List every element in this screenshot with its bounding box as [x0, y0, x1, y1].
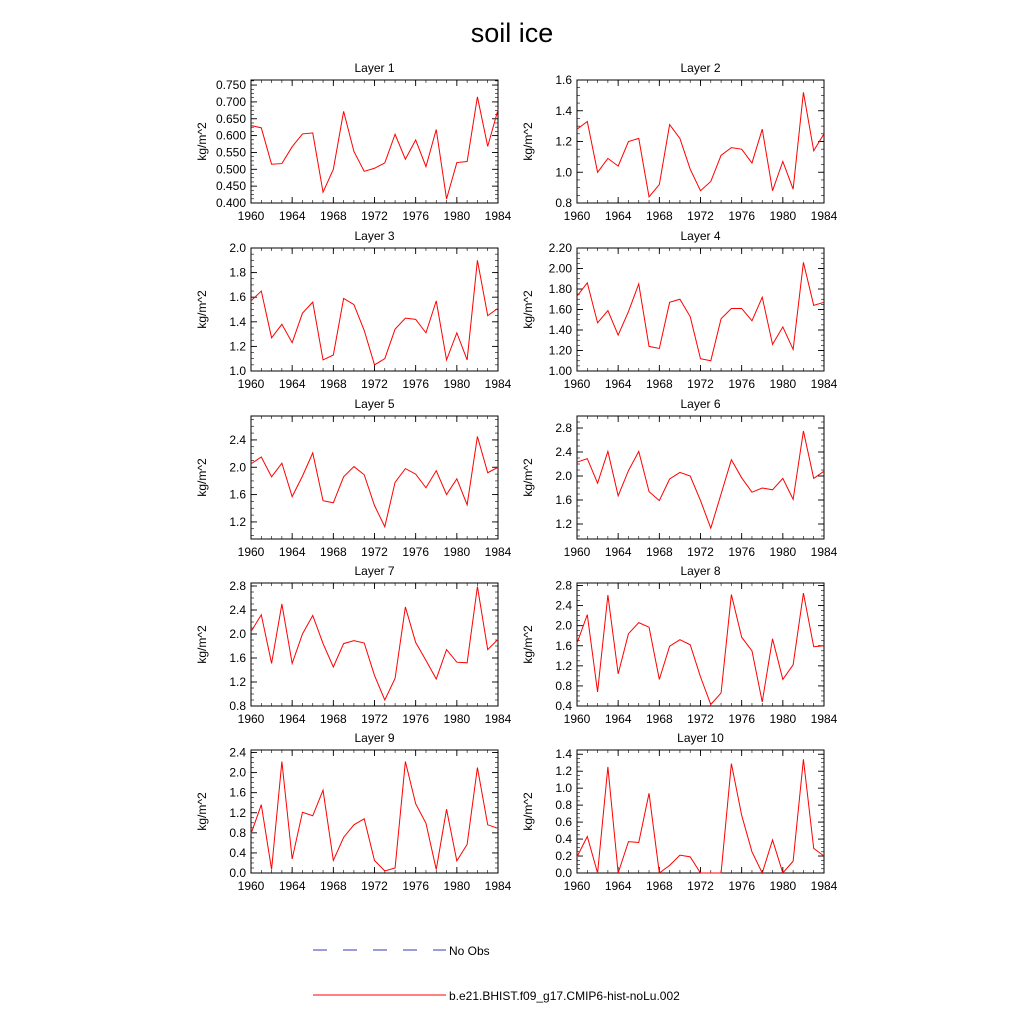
x-tick-label: 1968	[645, 545, 673, 559]
y-tick-label: 2.20	[548, 241, 572, 255]
y-tick-label: 0.500	[215, 162, 246, 177]
y-tick-label: 2.0	[229, 241, 246, 255]
x-tick-label: 1960	[237, 209, 265, 223]
panel-1	[195, 61, 512, 223]
y-tick-label: 0.400	[215, 196, 246, 210]
series-line	[577, 593, 824, 704]
x-tick-label: 1984	[810, 879, 838, 893]
y-tick-label: 2.0	[555, 618, 572, 633]
y-tick-label: 0.4	[555, 832, 572, 847]
y-tick-label: 1.2	[229, 514, 246, 529]
series-line	[251, 587, 498, 700]
x-tick-label: 1976	[402, 377, 430, 391]
y-axis-label: kg/m^2	[195, 290, 209, 329]
panel-4	[521, 229, 838, 391]
x-tick-label: 1964	[278, 545, 306, 559]
y-tick-label: 0.8	[555, 678, 572, 693]
x-tick-label: 1976	[728, 879, 756, 893]
panel-title: Layer 3	[354, 229, 395, 243]
x-tick-label: 1972	[687, 545, 714, 559]
y-tick-label: 0.4	[229, 845, 246, 860]
y-tick-label: 1.6	[229, 487, 246, 502]
x-tick-label: 1960	[563, 879, 591, 893]
y-tick-label: 1.4	[555, 103, 572, 118]
x-tick-label: 1976	[728, 712, 756, 726]
series-line	[577, 431, 824, 528]
panel-title: Layer 8	[680, 564, 721, 578]
y-axis-label: kg/m^2	[195, 458, 209, 497]
y-tick-label: 1.2	[555, 764, 572, 779]
x-tick-label: 1972	[361, 879, 388, 893]
legend	[313, 944, 680, 1003]
x-tick-label: 1984	[810, 545, 838, 559]
y-tick-label: 1.2	[229, 805, 246, 820]
y-tick-label: 2.4	[555, 445, 572, 459]
y-tick-label: 1.6	[229, 290, 246, 305]
panel-title: Layer 1	[354, 61, 395, 75]
panel-5	[195, 397, 512, 559]
x-tick-label: 1964	[278, 712, 306, 726]
y-tick-label: 1.4	[555, 747, 572, 762]
x-tick-label: 1964	[604, 377, 632, 391]
x-tick-label: 1972	[361, 712, 388, 726]
plot-frame	[251, 416, 498, 539]
x-tick-label: 1976	[402, 209, 430, 223]
x-tick-label: 1984	[810, 377, 838, 391]
y-tick-label: 1.60	[548, 302, 572, 317]
y-tick-label: 2.8	[555, 421, 572, 435]
x-tick-label: 1964	[278, 377, 306, 391]
x-tick-label: 1972	[361, 377, 388, 391]
y-tick-label: 0.8	[555, 798, 572, 813]
y-tick-label: 2.0	[229, 460, 246, 475]
x-tick-label: 1960	[563, 712, 591, 726]
x-tick-label: 1980	[769, 712, 797, 726]
y-tick-label: 2.4	[229, 745, 246, 760]
y-tick-label: 2.4	[229, 603, 246, 617]
x-tick-label: 1972	[361, 209, 388, 223]
y-tick-label: 0.4	[555, 699, 572, 713]
x-tick-label: 1980	[443, 545, 471, 559]
series-line	[577, 262, 824, 360]
y-tick-label: 0.0	[229, 866, 246, 880]
x-tick-label: 1964	[604, 712, 632, 726]
x-tick-label: 1976	[728, 377, 756, 391]
x-tick-label: 1980	[769, 879, 797, 893]
y-tick-label: 0.750	[215, 78, 246, 93]
x-tick-label: 1968	[645, 209, 673, 223]
y-tick-label: 1.40	[548, 323, 572, 337]
y-tick-label: 2.00	[548, 261, 572, 276]
plot-frame	[577, 750, 824, 873]
x-tick-label: 1980	[443, 712, 471, 726]
series-line	[251, 437, 498, 527]
panel-title: Layer 5	[354, 397, 395, 411]
y-axis-label: kg/m^2	[521, 458, 535, 497]
x-tick-label: 1968	[645, 712, 673, 726]
y-tick-label: 0.8	[555, 196, 572, 210]
x-tick-label: 1984	[484, 545, 512, 559]
x-tick-label: 1968	[319, 209, 347, 223]
figure-title: soil ice	[470, 18, 554, 48]
x-tick-label: 1984	[810, 712, 838, 726]
y-axis-label: kg/m^2	[521, 122, 535, 161]
plot-frame	[577, 80, 824, 203]
x-tick-label: 1968	[645, 377, 673, 391]
y-tick-label: 1.6	[555, 638, 572, 653]
x-tick-label: 1984	[810, 209, 838, 223]
panel-7	[195, 564, 512, 726]
y-tick-label: 2.0	[229, 765, 246, 780]
x-tick-label: 1968	[319, 377, 347, 391]
x-tick-label: 1976	[402, 545, 430, 559]
x-tick-label: 1972	[687, 209, 714, 223]
x-tick-label: 1976	[728, 209, 756, 223]
x-tick-label: 1984	[484, 712, 512, 726]
y-axis-label: kg/m^2	[195, 625, 209, 664]
panel-title: Layer 7	[354, 564, 395, 578]
x-tick-label: 1964	[604, 879, 632, 893]
y-tick-label: 0.700	[215, 94, 246, 109]
panels-container	[195, 61, 838, 893]
x-tick-label: 1968	[319, 545, 347, 559]
y-tick-label: 2.4	[555, 598, 572, 613]
x-tick-label: 1968	[645, 879, 673, 893]
x-tick-label: 1980	[443, 377, 471, 391]
series-line	[251, 260, 498, 365]
x-tick-label: 1976	[728, 545, 756, 559]
series-line	[577, 92, 824, 197]
panel-3	[195, 229, 512, 391]
y-axis-label: kg/m^2	[521, 625, 535, 664]
x-tick-label: 1960	[237, 545, 265, 559]
y-axis-label: kg/m^2	[195, 792, 209, 831]
y-tick-label: 2.0	[229, 627, 246, 641]
y-tick-label: 1.6	[229, 785, 246, 800]
y-tick-label: 0.2	[555, 849, 572, 864]
plot-frame	[251, 80, 498, 203]
x-tick-label: 1980	[443, 209, 471, 223]
x-tick-label: 1964	[278, 209, 306, 223]
x-tick-label: 1980	[443, 879, 471, 893]
legend-label-model-run: b.e21.BHIST.f09_g17.CMIP6-hist-noLu.002	[449, 989, 680, 1003]
series-line	[251, 97, 498, 199]
y-tick-label: 1.0	[229, 364, 246, 378]
y-tick-label: 1.4	[229, 314, 246, 329]
y-tick-label: 2.4	[229, 432, 246, 447]
x-tick-label: 1972	[687, 879, 714, 893]
panel-title: Layer 2	[680, 61, 721, 75]
y-tick-label: 1.0	[555, 781, 572, 796]
x-tick-label: 1960	[237, 377, 265, 391]
y-tick-label: 0.600	[215, 128, 246, 143]
y-axis-label: kg/m^2	[195, 122, 209, 161]
y-tick-label: 1.6	[555, 73, 572, 87]
panel-title: Layer 6	[680, 397, 721, 411]
y-tick-label: 0.0	[555, 866, 572, 880]
y-tick-label: 0.8	[229, 699, 246, 713]
y-tick-label: 0.650	[215, 111, 246, 126]
y-tick-label: 0.550	[215, 145, 246, 160]
panel-10	[521, 731, 838, 893]
y-tick-label: 2.8	[555, 578, 572, 593]
x-tick-label: 1980	[769, 209, 797, 223]
y-tick-label: 1.2	[229, 339, 246, 354]
y-tick-label: 0.8	[229, 825, 246, 840]
x-tick-label: 1960	[563, 545, 591, 559]
y-tick-label: 1.2	[555, 658, 572, 673]
x-tick-label: 1960	[563, 209, 591, 223]
y-tick-label: 1.8	[229, 265, 246, 280]
y-tick-label: 1.2	[229, 675, 246, 689]
x-tick-label: 1960	[563, 377, 591, 391]
x-tick-label: 1976	[402, 879, 430, 893]
y-tick-label: 2.0	[555, 469, 572, 483]
x-tick-label: 1964	[278, 879, 306, 893]
panel-2	[521, 61, 838, 223]
y-tick-label: 0.6	[555, 815, 572, 830]
y-tick-label: 0.450	[215, 179, 246, 194]
y-axis-label: kg/m^2	[521, 290, 535, 329]
x-tick-label: 1972	[687, 712, 714, 726]
x-tick-label: 1980	[769, 377, 797, 391]
plot-frame	[251, 583, 498, 706]
x-tick-label: 1960	[237, 879, 265, 893]
plot-frame	[251, 248, 498, 371]
plot-frame	[577, 248, 824, 371]
x-tick-label: 1968	[319, 879, 347, 893]
y-tick-label: 1.20	[548, 343, 572, 358]
x-tick-label: 1976	[402, 712, 430, 726]
panel-title: Layer 9	[354, 731, 395, 745]
x-tick-label: 1984	[484, 377, 512, 391]
y-tick-label: 1.2	[555, 517, 572, 531]
y-tick-label: 1.80	[548, 282, 572, 296]
y-tick-label: 1.6	[555, 493, 572, 507]
x-tick-label: 1984	[484, 879, 512, 893]
panel-8	[521, 564, 838, 726]
series-line	[577, 759, 824, 873]
y-tick-label: 1.2	[555, 134, 572, 149]
panel-9	[195, 731, 512, 893]
x-tick-label: 1984	[484, 209, 512, 223]
x-tick-label: 1972	[361, 545, 388, 559]
series-line	[251, 762, 498, 871]
panel-title: Layer 10	[677, 731, 724, 745]
legend-label-no-obs: No Obs	[449, 944, 490, 958]
x-tick-label: 1964	[604, 545, 632, 559]
x-tick-label: 1964	[604, 209, 632, 223]
panel-title: Layer 4	[680, 229, 721, 243]
y-axis-label: kg/m^2	[521, 792, 535, 831]
x-tick-label: 1960	[237, 712, 265, 726]
x-tick-label: 1980	[769, 545, 797, 559]
x-tick-label: 1968	[319, 712, 347, 726]
x-tick-label: 1972	[687, 377, 714, 391]
y-tick-label: 1.0	[555, 165, 572, 180]
y-tick-label: 1.00	[548, 364, 572, 378]
y-tick-label: 2.8	[229, 579, 246, 593]
panel-6	[521, 397, 838, 559]
y-tick-label: 1.6	[229, 651, 246, 665]
